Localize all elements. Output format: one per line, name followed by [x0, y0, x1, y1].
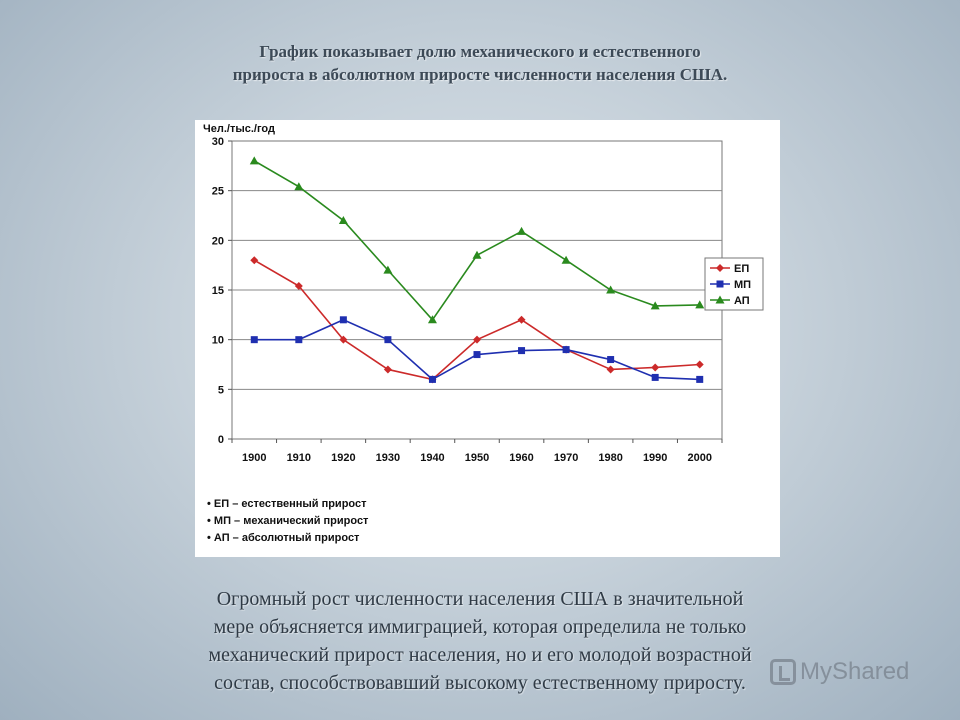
y-tick-label: 20: [211, 235, 224, 248]
y-axis-label: Чел./тыс./год: [203, 123, 275, 135]
data-point: [340, 316, 347, 323]
watermark: [770, 658, 909, 686]
data-point: [251, 336, 258, 343]
y-tick-label: 15: [211, 285, 224, 297]
x-tick-label: 1900: [242, 452, 267, 464]
legend-marker: [717, 281, 724, 288]
legend-label: МП: [734, 279, 752, 291]
x-tick-label: 1960: [509, 452, 534, 464]
data-point: [607, 356, 614, 363]
line-chart: [195, 120, 780, 557]
slide-title: [100, 40, 860, 86]
watermark-text: MyShared: [800, 658, 910, 685]
slide-caption: [120, 585, 840, 697]
data-point: [652, 374, 659, 381]
slide-title-line-1: График показывает долю механического и естественного: [259, 42, 701, 61]
legend-label: ЕП: [734, 263, 750, 275]
note-mp: • МП – механический прирост: [207, 515, 369, 527]
note-ap: • АП – абсолютный прирост: [207, 532, 360, 544]
watermark-logo-icon: [770, 659, 796, 685]
caption-line-3: механический прирост населения, но и его молодой возрастной: [208, 644, 752, 666]
data-point: [563, 346, 570, 353]
x-tick-label: 1980: [598, 452, 623, 464]
y-tick-label: 30: [211, 136, 224, 148]
data-point: [696, 376, 703, 383]
data-point: [295, 336, 302, 343]
data-point: [474, 351, 481, 358]
caption-line-4: состав, способствовавший высокому естественному приросту.: [214, 672, 746, 694]
y-tick-label: 25: [211, 185, 224, 198]
y-tick-label: 5: [217, 384, 224, 397]
x-tick-label: 1940: [420, 452, 445, 464]
x-tick-label: 2000: [687, 452, 712, 464]
x-tick-label: 1930: [375, 452, 401, 464]
y-tick-label: 0: [217, 434, 224, 446]
x-tick-label: 1970: [553, 452, 579, 464]
x-tick-label: 1990: [642, 452, 668, 464]
legend-label: АП: [734, 295, 750, 307]
y-tick-label: 10: [211, 334, 224, 347]
chart-notes: [207, 496, 368, 547]
data-point: [518, 347, 525, 354]
caption-line-1: Огромный рост численности населения США в значительной: [216, 588, 744, 610]
caption-line-2: мере объясняется иммиграцией, которая определила не только: [213, 616, 747, 638]
data-point: [384, 336, 391, 343]
x-tick-label: 1950: [464, 452, 490, 464]
note-ep: • ЕП – естественный прирост: [207, 498, 367, 510]
slide-title-line-2: прироста в абсолютном приросте численности населения США.: [232, 65, 728, 84]
data-point: [429, 376, 436, 383]
x-tick-label: 1910: [286, 452, 312, 464]
x-tick-label: 1920: [331, 452, 356, 464]
chart-panel: [195, 120, 780, 557]
